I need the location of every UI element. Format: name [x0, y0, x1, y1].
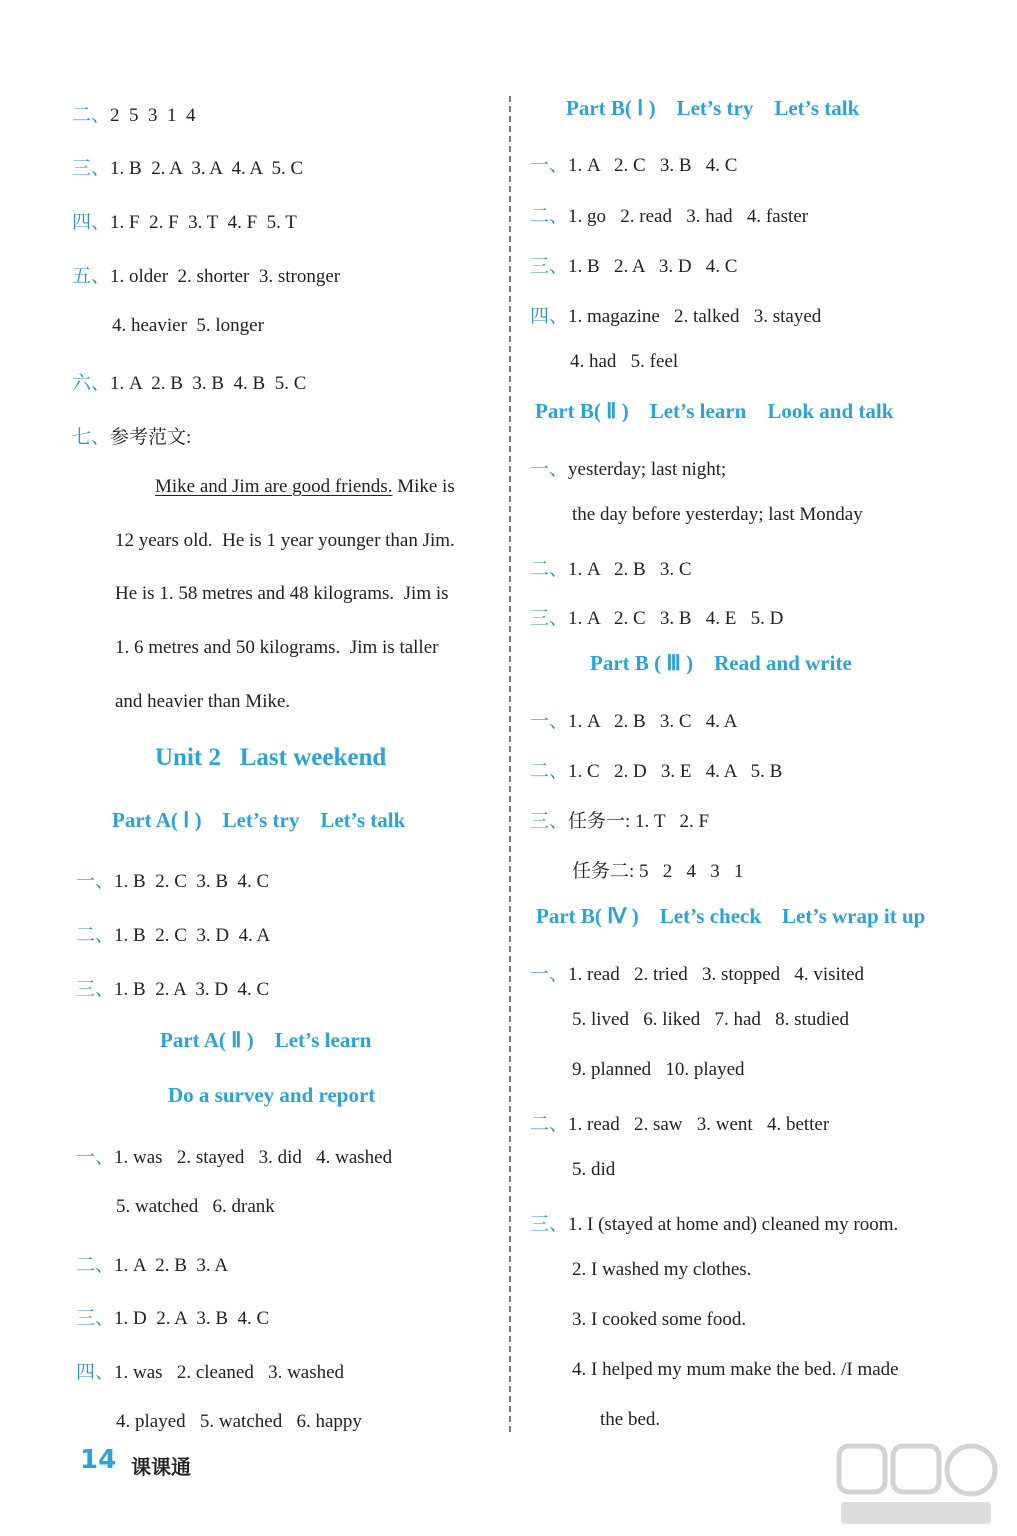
answer-line: 4. played 5. watched 6. happy — [116, 1411, 362, 1432]
answer-line — [76, 920, 270, 947]
answer-line — [76, 1303, 269, 1330]
answer-line — [530, 959, 864, 986]
section-number: 一、 — [76, 1146, 115, 1168]
answer-text: 1. B 2. C 3. D 4. A — [114, 925, 271, 946]
answer-line: 2. I washed my clothes. — [572, 1259, 752, 1280]
section-number: 四、 — [76, 1361, 115, 1383]
answer-text: 1. read 2. saw 3. went 4. better — [568, 1114, 830, 1135]
section-number: 一、 — [530, 458, 569, 480]
answer-line — [530, 251, 737, 278]
section-number: 四、 — [72, 211, 111, 233]
answer-line: the day before yesterday; last Monday — [572, 504, 863, 525]
section-number: 三、 — [530, 1213, 569, 1235]
answer-line — [530, 806, 709, 833]
answer-text: 1. A 2. C 3. B 4. E 5. D — [568, 608, 784, 629]
answer-line — [76, 1250, 228, 1277]
brand-name: 课课通 — [131, 1455, 191, 1479]
part-heading: Part B ( Ⅲ ) Read and write — [590, 651, 852, 675]
answer-line — [72, 422, 191, 449]
answer-text: 1. I (stayed at home and) cleaned my room. — [568, 1214, 899, 1235]
essay-line: 1. 6 metres and 50 kilograms. Jim is taller — [115, 637, 439, 658]
answer-line: 5. watched 6. drank — [116, 1196, 275, 1217]
answer-line — [530, 706, 737, 733]
section-number: 三、 — [530, 255, 569, 277]
answer-line — [530, 201, 808, 228]
essay-line: 12 years old. He is 1 year younger than Jim. — [115, 530, 455, 551]
answer-text: 1. B 2. C 3. B 4. C — [114, 871, 270, 892]
answer-line — [72, 100, 196, 127]
answer-text: 1. older 2. shorter 3. stronger — [110, 266, 341, 287]
answer-line — [530, 1109, 829, 1136]
essay-line: He is 1. 58 metres and 48 kilograms. Jim is — [115, 583, 449, 604]
answer-line — [530, 1209, 898, 1236]
part-heading: Part B( Ⅰ ) Let’s try Let’s talk — [566, 96, 860, 120]
answer-line: 3. I cooked some food. — [572, 1309, 747, 1330]
section-number: 三、 — [76, 1307, 115, 1329]
part-heading: Part A( Ⅰ ) Let’s try Let’s talk — [112, 808, 406, 832]
answer-text: 1. was 2. stayed 3. did 4. washed — [114, 1147, 393, 1168]
answer-text: 1. C 2. D 3. E 4. A 5. B — [568, 761, 783, 782]
answer-text: 1. read 2. tried 3. stopped 4. visited — [568, 964, 865, 985]
essay-line: and heavier than Mike. — [115, 691, 291, 712]
section-number: 一、 — [530, 710, 569, 732]
answer-text: 1. B 2. A 3. D 4. C — [568, 256, 738, 277]
essay-underlined-phrase: Mike and Jim are good friends. — [155, 476, 393, 497]
answer-text: 任务一: 1. T 2. F — [568, 811, 710, 832]
section-number: 一、 — [530, 154, 569, 176]
answer-text: 1. B 2. A 3. A 4. A 5. C — [110, 158, 304, 179]
answer-text: 1. A 2. B 3. A — [114, 1255, 229, 1276]
answer-line: 5. lived 6. liked 7. had 8. studied — [572, 1009, 850, 1030]
section-number: 三、 — [530, 607, 569, 629]
answer-text: 1. F 2. F 3. T 4. F 5. T — [110, 212, 297, 233]
part-heading: Part B( Ⅱ ) Let’s learn Look and talk — [535, 399, 894, 423]
page-number: 14 — [80, 1445, 117, 1475]
column-divider — [509, 96, 511, 1432]
unit-title: Unit 2 Last weekend — [155, 744, 387, 771]
section-number: 二、 — [76, 924, 115, 946]
section-number: 一、 — [530, 963, 569, 985]
answer-text: 1. D 2. A 3. B 4. C — [114, 1308, 270, 1329]
answer-text: 1. A 2. C 3. B 4. C — [568, 155, 738, 176]
section-number: 四、 — [530, 305, 569, 327]
section-number: 二、 — [530, 1113, 569, 1135]
answer-line: 4. heavier 5. longer — [112, 315, 264, 336]
answer-line — [530, 554, 692, 581]
section-number: 三、 — [530, 810, 569, 832]
answer-text: 1. go 2. read 3. had 4. faster — [568, 206, 809, 227]
answer-line — [530, 603, 783, 630]
section-number: 一、 — [76, 870, 115, 892]
section-number: 六、 — [72, 372, 111, 394]
answer-line — [530, 454, 726, 481]
section-number: 三、 — [76, 978, 115, 1000]
answer-line — [530, 150, 737, 177]
answer-text: 1. A 2. B 3. C — [568, 559, 692, 580]
answer-text: 1. was 2. cleaned 3. washed — [114, 1362, 345, 1383]
essay-line — [155, 476, 455, 498]
section-number: 七、 — [72, 426, 111, 448]
essay-text: Mike is — [392, 476, 455, 497]
answer-line — [76, 974, 269, 1001]
answer-line: 9. planned 10. played — [572, 1059, 745, 1080]
section-number: 二、 — [76, 1254, 115, 1276]
answer-text: 参考范文: — [110, 427, 192, 448]
watermark-logo-icon — [835, 1440, 1000, 1530]
answer-line — [72, 261, 340, 288]
part-heading: Part A( Ⅱ ) Let’s learn — [160, 1028, 372, 1052]
answer-text: 1. A 2. B 3. C 4. A — [568, 711, 738, 732]
part-subheading: Do a survey and report — [168, 1083, 376, 1107]
answer-line — [530, 301, 821, 328]
answer-text: 2 5 3 1 4 — [110, 105, 196, 126]
section-number: 二、 — [72, 104, 111, 126]
answer-line — [72, 153, 303, 180]
answer-line: 任务二: 5 2 4 3 1 — [572, 861, 744, 882]
answer-line — [530, 756, 782, 783]
answer-text: yesterday; last night; — [568, 459, 727, 480]
answer-line: the bed. — [600, 1409, 661, 1430]
answer-text: 1. magazine 2. talked 3. stayed — [568, 306, 822, 327]
answer-line — [76, 1142, 392, 1169]
answer-line — [72, 368, 306, 395]
section-number: 三、 — [72, 157, 111, 179]
answer-line — [72, 207, 297, 234]
section-number: 二、 — [530, 760, 569, 782]
answer-text: 1. A 2. B 3. B 4. B 5. C — [110, 373, 307, 394]
section-number: 二、 — [530, 205, 569, 227]
answer-line: 4. had 5. feel — [570, 351, 679, 372]
section-number: 五、 — [72, 265, 111, 287]
answer-line: 4. I helped my mum make the bed. /I made — [572, 1359, 899, 1380]
part-heading: Part B( Ⅳ ) Let’s check Let’s wrap it up — [536, 904, 926, 928]
answer-line — [76, 866, 269, 893]
section-number: 二、 — [530, 558, 569, 580]
answer-line — [76, 1357, 344, 1384]
answer-line: 5. did — [572, 1159, 616, 1180]
answer-text: 1. B 2. A 3. D 4. C — [114, 979, 270, 1000]
